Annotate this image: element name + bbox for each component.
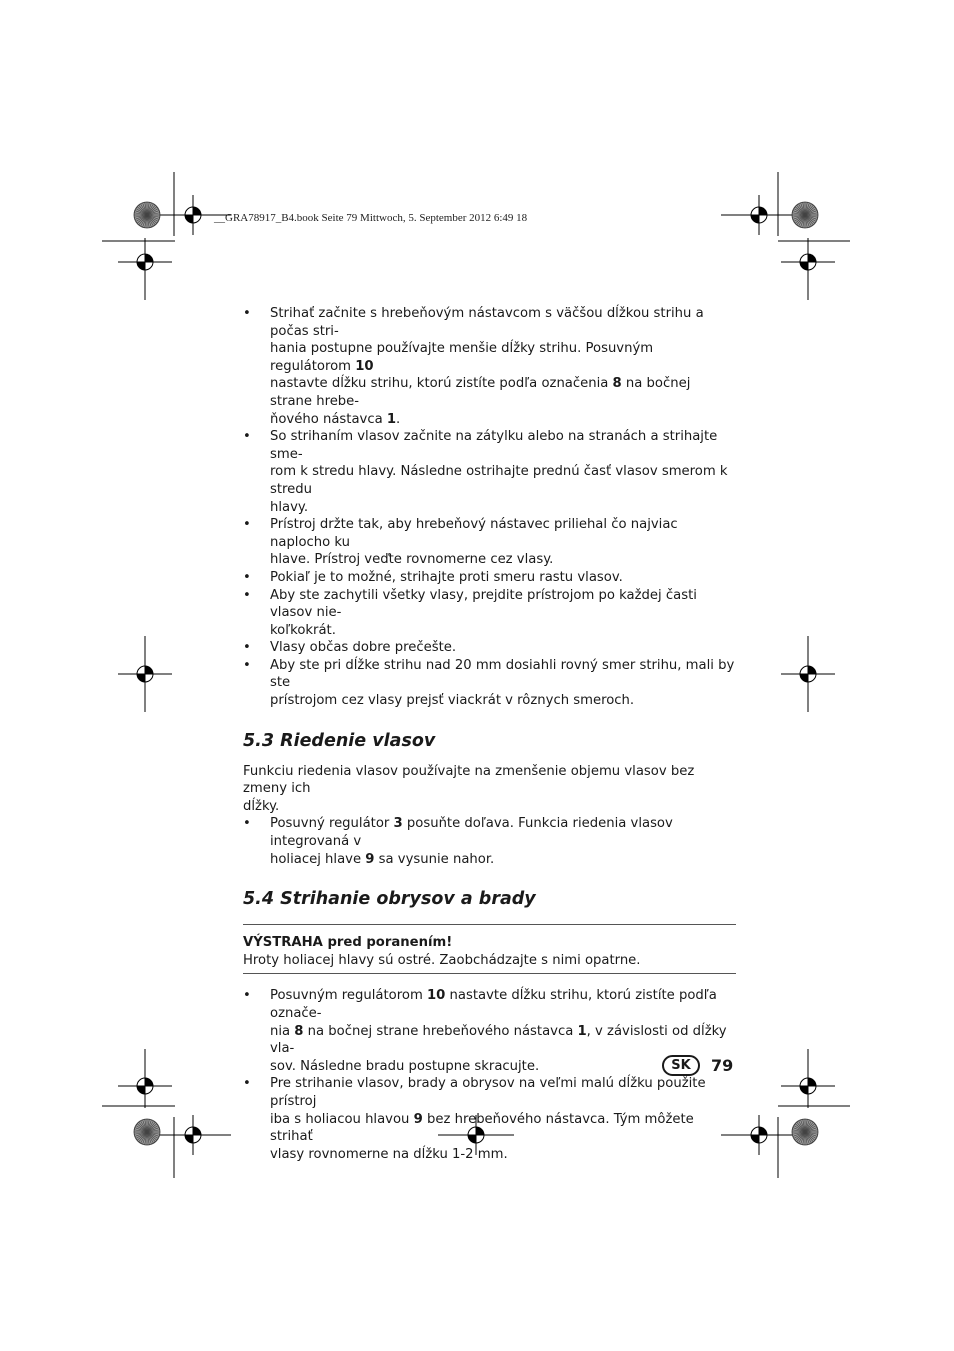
list-item: • Pokiaľ je to možné, strihajte proti smeru rastu vlasov. (243, 569, 736, 587)
warning-box (243, 924, 736, 974)
language-badge: SK (662, 1055, 700, 1076)
cutting-tips-list (243, 305, 736, 710)
list-item: • Aby ste pri dĺžke strihu nad 20 mm dosiahli rovný smer strihu, mali by ste prístrojom cez vlasy prejsť viackrát v rôznych smeroch. (243, 657, 736, 710)
thinning-list (243, 815, 736, 868)
page-number: 79 (711, 1056, 734, 1075)
warning-text: Hroty holiacej hlavy sú ostré. Zaobchádzajte s nimi opatrne. (243, 952, 641, 968)
thinning-intro: Funkciu riedenia vlasov používajte na zmenšenie objemu vlasov bez zmeny ich dĺžky. (243, 763, 695, 814)
print-header-file-info: __GRA78917_B4.book Seite 79 Mittwoch, 5. September 2012 6:49 18 (214, 212, 528, 224)
part-reference-number: 8 (294, 1023, 304, 1039)
list-item: • Posuvným regulátorom 10 nastavte dĺžku strihu, ktorú zistíte podľa označe- nia 8 na bočnej strane hrebeňového nástavca 1, v závislosti od dĺžky vla- sov. Následne bradu postupne skracujte. (243, 987, 736, 1075)
list-item: • Posuvný regulátor 3 posuňte doľava. Funkcia riedenia vlasov integrovaná v holiacej hlave 9 sa vysunie nahor. (243, 815, 736, 868)
warning-title: VÝSTRAHA pred poranením! (243, 935, 453, 951)
list-item: • Prístroj držte tak, aby hrebeňový nástavec priliehal čo najviac naplocho ku hlave. Prístroj veďte rovnomerne cez vlasy. (243, 516, 736, 569)
heading-thinning: 5.3 Riedenie vlasov (243, 730, 436, 751)
list-item: • Pre strihanie vlasov, brady a obrysov na veľmi malú dĺžku použite prístroj iba s holiacou hlavou 9 bez hrebeňového nástavca. Tým môžete strihať vlasy rovnomerne na dĺžku 1-2 mm. (243, 1075, 736, 1163)
list-item: • Aby ste zachytili všetky vlasy, prejdite prístrojom po každej časti vlasov nie- koľkokrát. (243, 587, 736, 640)
page-footer (662, 1055, 733, 1076)
list-item: • Strihať začnite s hrebeňovým nástavcom s väčšou dĺžkou strihu a počas stri- hania postupne používajte menšie dĺžky strihu. Posuvným regulátorom 10 nastavte dĺžku strihu, ktorú zistíte podľa označenia 8 na bočnej strane hrebe- ňového nástavca 1. (243, 305, 736, 428)
page-content (243, 305, 736, 1163)
heading-contour-beard: 5.4 Strihanie obrysov a brady (243, 889, 536, 910)
part-reference-number: 1 (577, 1023, 587, 1039)
part-reference-number: 10 (355, 358, 374, 374)
list-item: • So strihaním vlasov začnite na zátylku alebo na stranách a strihajte sme- rom k stredu hlavy. Následne ostrihajte prednú časť vlasov smerom k stredu hlavy. (243, 428, 736, 516)
part-reference-number: 3 (393, 816, 403, 832)
part-reference-number: 10 (426, 988, 446, 1004)
part-reference-number: 9 (365, 851, 375, 867)
part-reference-number: 8 (612, 376, 622, 392)
part-reference-number: 9 (413, 1111, 423, 1127)
list-item: • Vlasy občas dobre prečešte. (243, 639, 736, 657)
part-reference-number: 1 (386, 411, 397, 427)
